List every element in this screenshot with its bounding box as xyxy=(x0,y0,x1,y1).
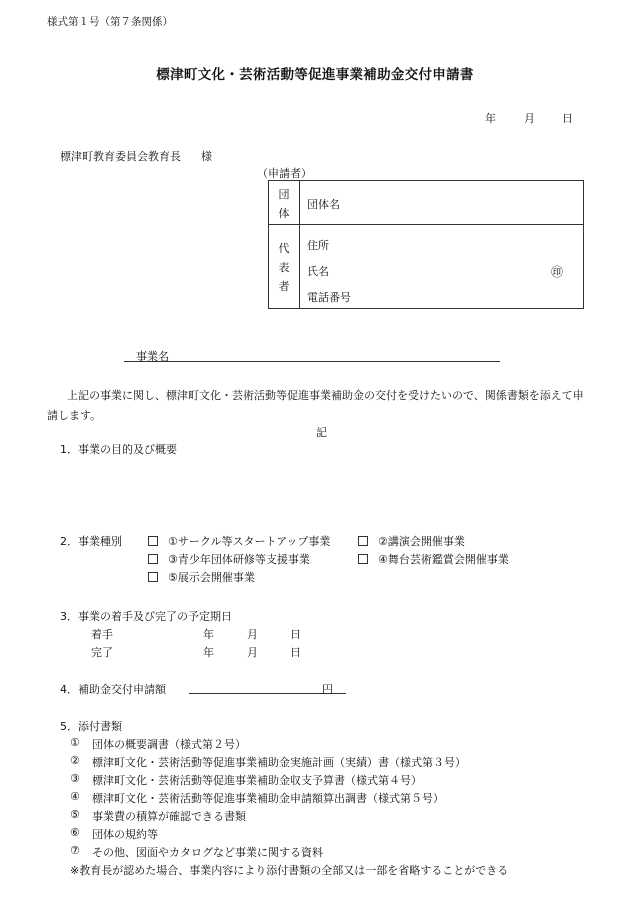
table-divider-horizontal xyxy=(269,224,583,225)
rep-header-char-3: 者 xyxy=(278,280,290,293)
option-2[interactable]: ②講演会開催事業 xyxy=(358,533,465,549)
amount-unit: 円 xyxy=(322,683,333,696)
applicant-table xyxy=(268,180,584,309)
attachment-text: 団体の規約等 xyxy=(92,828,158,841)
attachment-text: 標津町文化・芸術活動等促進事業補助金申請額算出調書（様式第５号） xyxy=(92,792,444,805)
attachment-text: 団体の概要調書（様式第２号） xyxy=(92,738,246,751)
rep-header-char-1: 代 xyxy=(278,242,290,255)
attachment-text: その他、図面やカタログなど事業に関する資料 xyxy=(92,846,323,859)
end-label: 完了 xyxy=(91,646,113,659)
checkbox[interactable] xyxy=(148,554,158,564)
addressee-name: 標津町教育委員会教育長 xyxy=(60,150,181,163)
checkbox[interactable] xyxy=(358,554,368,564)
section3-label: 3．事業の着手及び完了の予定期日 xyxy=(60,610,232,623)
start-year: 年 xyxy=(203,628,214,641)
table-divider-vertical xyxy=(299,181,300,308)
checkbox[interactable] xyxy=(358,536,368,546)
attachment-num: ⑤ xyxy=(70,808,80,821)
attachment-num: ⑥ xyxy=(70,826,80,839)
request-text: 上記の事業に関し、標津町文化・芸術活動等促進事業補助金の交付を受けたいので、関係書類を添えて申請します。 xyxy=(47,389,584,422)
attachment-num: ③ xyxy=(70,772,80,785)
project-name-label: 事業名 xyxy=(136,350,169,363)
checkbox[interactable] xyxy=(148,572,158,582)
address-label: 住所 xyxy=(307,239,329,252)
form-number: 様式第１号（第７条関係） xyxy=(47,16,173,28)
seal-mark: ㊞ xyxy=(551,265,564,279)
checkbox[interactable] xyxy=(148,536,158,546)
project-name-line xyxy=(124,361,500,362)
attachment-num: ⑦ xyxy=(70,844,80,857)
page-title: 標津町文化・芸術活動等促進事業補助金交付申請書 xyxy=(156,67,474,83)
option-5[interactable]: ⑤展示会開催事業 xyxy=(148,569,255,585)
group-header-char-2: 体 xyxy=(278,207,290,220)
group-header-char-1: 団 xyxy=(278,188,290,201)
end-year: 年 xyxy=(203,646,214,659)
section2-label: 2．事業種別 xyxy=(60,535,122,548)
group-name-label: 団体名 xyxy=(307,198,340,211)
end-month: 月 xyxy=(247,646,258,659)
attachment-text: 標津町文化・芸術活動等促進事業補助金実施計画（実績）書（様式第３号） xyxy=(92,756,466,769)
applicant-caption: （申請者） xyxy=(257,167,312,180)
option-4[interactable]: ④舞台芸術鑑賞会開催事業 xyxy=(358,551,509,567)
section1-label: 1．事業の目的及び概要 xyxy=(60,443,177,456)
section4-label: 4．補助金交付申請額 xyxy=(60,683,166,696)
attachment-num: ① xyxy=(70,736,80,749)
rep-header-char-2: 表 xyxy=(278,261,290,274)
addressee-honorific: 様 xyxy=(201,150,212,163)
attachment-text: 事業費の積算が確認できる書類 xyxy=(92,810,246,823)
option-3[interactable]: ③青少年団体研修等支援事業 xyxy=(148,551,310,567)
option-1[interactable]: ①サークル等スタートアップ事業 xyxy=(148,533,330,549)
ki-mark: 記 xyxy=(316,426,327,439)
attachment-num: ② xyxy=(70,754,80,767)
phone-label: 電話番号 xyxy=(307,291,351,304)
end-day: 日 xyxy=(290,646,301,659)
date-month: 月 xyxy=(524,112,535,125)
start-label: 着手 xyxy=(91,628,113,641)
section5-label: 5．添付書類 xyxy=(60,720,122,733)
attachment-num: ④ xyxy=(70,790,80,803)
attachment-note: ※教育長が認めた場合、事業内容により添付書類の全部又は一部を省略することができる xyxy=(70,864,509,877)
date-day: 日 xyxy=(562,112,573,125)
name-label: 氏名 xyxy=(307,265,329,278)
attachment-text: 標津町文化・芸術活動等促進事業補助金収支予算書（様式第４号） xyxy=(92,774,422,787)
start-day: 日 xyxy=(290,628,301,641)
start-month: 月 xyxy=(247,628,258,641)
date-year: 年 xyxy=(485,112,496,125)
